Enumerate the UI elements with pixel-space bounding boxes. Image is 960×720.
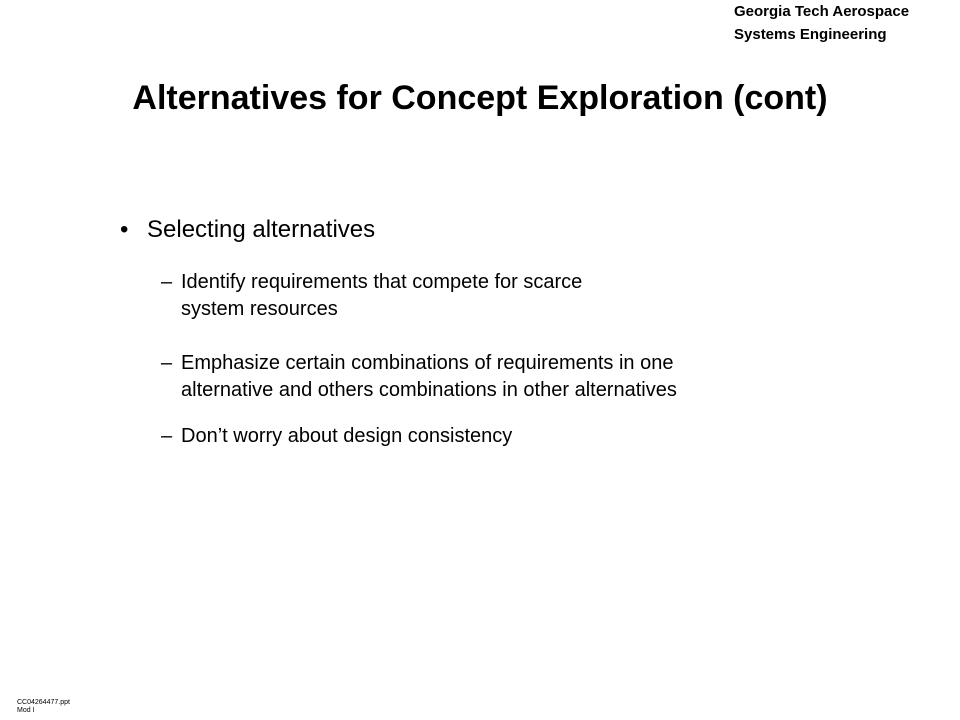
- dash-icon: –: [161, 271, 173, 293]
- sub-bullet-text: [181, 350, 891, 404]
- sub-bullet-line: Don’t worry about design consistency: [181, 425, 513, 447]
- bullet-text: Selecting alternatives: [147, 216, 376, 243]
- sub-bullet-line: Identify requirements that compete for scarce: [181, 271, 583, 293]
- organization-name-line-1: Georgia Tech Aerospace: [734, 3, 910, 20]
- bullet-dot-icon: •: [120, 216, 129, 243]
- slide-title: Alternatives for Concept Exploration (cont): [132, 79, 828, 117]
- footer-file-name: CC04264477.ppt: [17, 699, 70, 706]
- sub-bullet-line: alternative and others combinations in other alternatives: [181, 379, 677, 401]
- footer-mod-label: Mod I: [17, 707, 35, 714]
- dash-icon: –: [161, 352, 173, 374]
- sub-bullet-line: Emphasize certain combinations of requirements in one: [181, 352, 674, 374]
- dash-icon: –: [161, 425, 173, 447]
- organization-name-line-2: Systems Engineering: [734, 26, 887, 43]
- footer-file-info: [17, 699, 70, 715]
- sub-bullet-line: system resources: [181, 298, 338, 320]
- sub-bullet-text: [181, 269, 891, 323]
- sub-bullet-text: [181, 423, 891, 450]
